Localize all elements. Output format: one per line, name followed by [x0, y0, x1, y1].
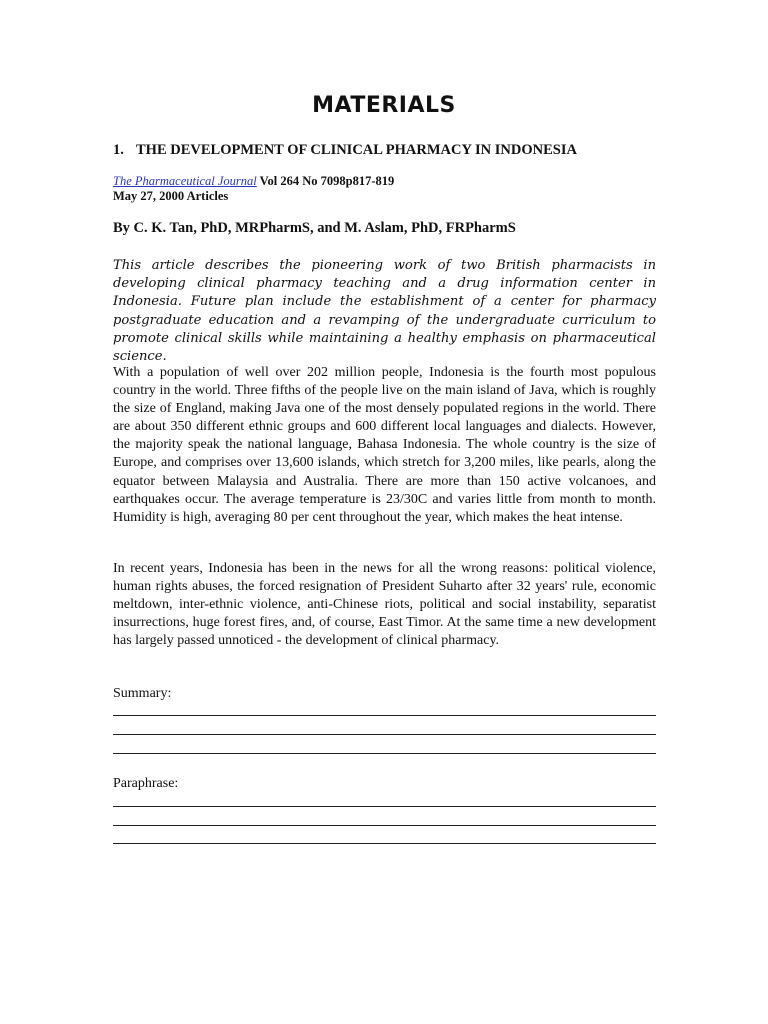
summary-blank-line[interactable] — [113, 753, 656, 754]
paraphrase-blank-line[interactable] — [113, 843, 656, 844]
article-date: May 27, 2000 Articles — [113, 189, 229, 203]
paraphrase-blank-line[interactable] — [113, 806, 656, 807]
body-paragraph-2: In recent years, Indonesia has been in the news for all the wrong reasons: political violence, human rights abuses, the forced resignation of President Suharto after 32 years' rule, economic meltdown, inter-ethnic violence, anti-Chinese riots, political and social instability, separatist insurrections, huge forest fires, and, of course, East Timor. At the same time a new development has largely passed unnoticed - the development of clinical pharmacy. — [113, 561, 656, 649]
journal-link[interactable]: The Pharmaceutical Journal — [113, 174, 257, 188]
summary-label: Summary: — [113, 686, 172, 701]
summary-blank-line[interactable] — [113, 715, 656, 716]
citation — [113, 174, 394, 204]
page-title: MATERIALS — [312, 93, 456, 118]
body-paragraph-1: With a population of well over 202 million people, Indonesia is the fourth most populous country in the world. Three fifths of the people live on the main island of Java, which is roughly the size of England, making Java one of the most densely populated regions in the world. There are about 350 different ethnic groups and 600 different local languages and dialects. However, the majority speak the national language, Bahasa Indonesia. The whole country is the size of Europe, and comprises over 13,600 islands, which stretch for 3,200 miles, like pearls, along the equator between Malaysia and Australia. There are more than 150 active volcanoes, and earthquakes occur. The average temperature is 23/30C and varies little from month to month. Humidity is high, averaging 80 per cent throughout the year, which makes the heat intense. — [113, 365, 656, 525]
section-heading — [113, 142, 577, 159]
section-number: 1. — [113, 142, 124, 158]
journal-volume: Vol 264 No 7098p817-819 — [256, 174, 395, 188]
abstract: This article describes the pioneering work of two British pharmacists in developing clinical pharmacy teaching and a drug information center in Indonesia. Future plan include the establishment of a center for pharmacy postgraduate education and a revamping of the undergraduate curriculum to promote clinical skills while maintaining a healthy emphasis on pharmaceutical science. — [113, 258, 656, 365]
paraphrase-label: Paraphrase: — [113, 776, 179, 791]
byline: By C. K. Tan, PhD, MRPharmS, and M. Aslam, PhD, FRPharmS — [113, 220, 516, 236]
summary-blank-line[interactable] — [113, 734, 656, 735]
section-heading-text: THE DEVELOPMENT OF CLINICAL PHARMACY IN INDONESIA — [136, 142, 577, 158]
paraphrase-blank-line[interactable] — [113, 825, 656, 826]
